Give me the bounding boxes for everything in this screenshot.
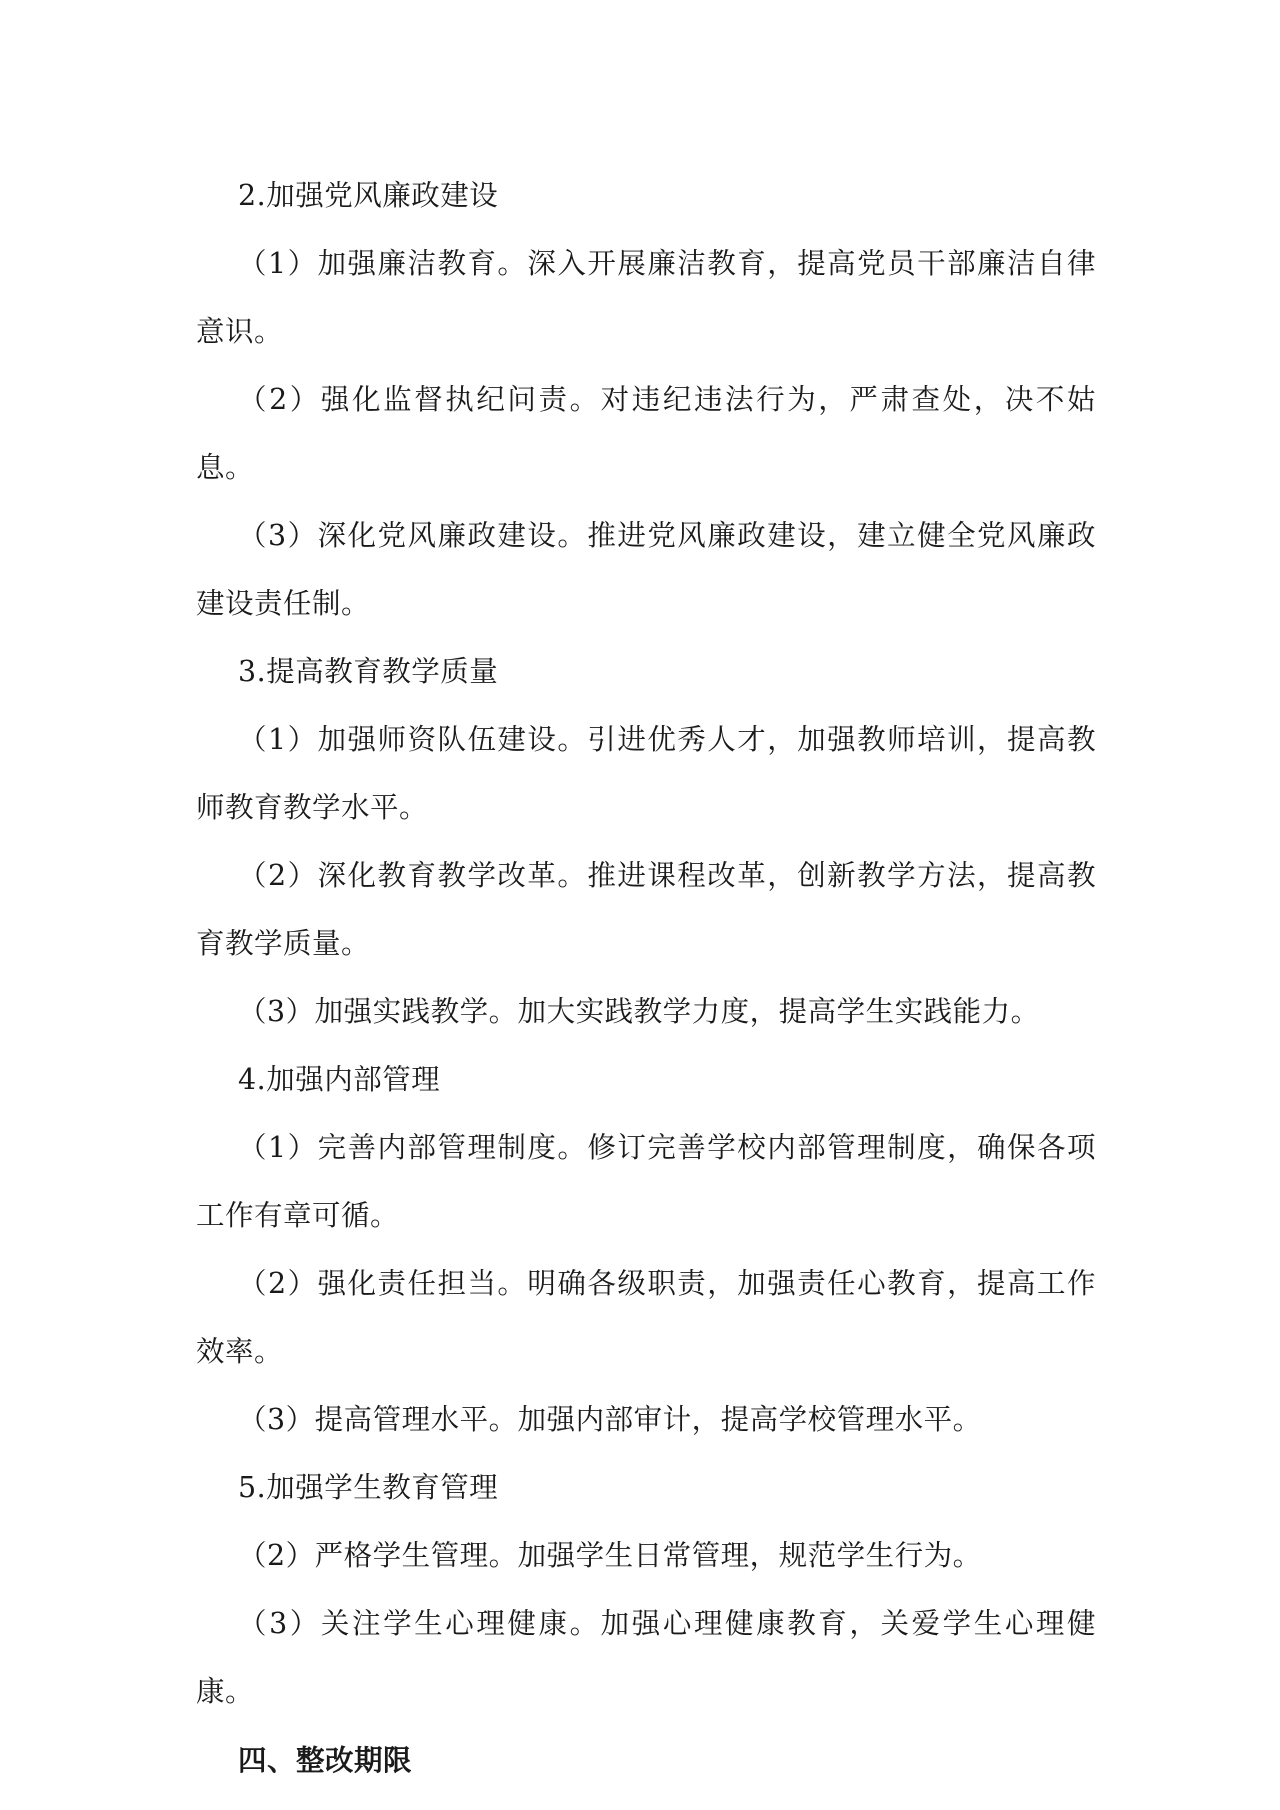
paragraph: （2）强化监督执纪问责。对违纪违法行为，严肃查处，决不姑息。 [196,383,1096,484]
document-body [196,162,1096,1794]
paragraph: （2）严格学生管理。加强学生日常管理，规范学生行为。 [238,1539,982,1572]
subsection-heading: 3.提高教育教学质量 [238,655,499,688]
subsection-heading: 4.加强内部管理 [238,1063,441,1096]
paragraph: （2）深化教育教学改革。推进课程改革，创新教学方法，提高教育教学质量。 [196,859,1096,960]
subsection-heading: 2.加强党风廉政建设 [238,179,499,212]
paragraph: （3）深化党风廉政建设。推进党风廉政建设，建立健全党风廉政建设责任制。 [196,519,1096,620]
paragraph: （2）强化责任担当。明确各级职责，加强责任心教育，提高工作效率。 [196,1267,1096,1368]
paragraph: （1）加强廉洁教育。深入开展廉洁教育，提高党员干部廉洁自律意识。 [196,247,1096,348]
paragraph: （1）加强师资队伍建设。引进优秀人才，加强教师培训，提高教师教育教学水平。 [196,723,1096,824]
paragraph: （1）完善内部管理制度。修订完善学校内部管理制度，确保各项工作有章可循。 [196,1131,1096,1232]
paragraph: （3）提高管理水平。加强内部审计，提高学校管理水平。 [238,1403,982,1436]
paragraph: （3）关注学生心理健康。加强心理健康教育，关爱学生心理健康。 [196,1607,1096,1708]
paragraph: （3）加强实践教学。加大实践教学力度，提高学生实践能力。 [238,995,1040,1028]
subsection-heading: 5.加强学生教育管理 [238,1471,499,1504]
section-heading: 四、整改期限 [238,1743,413,1777]
